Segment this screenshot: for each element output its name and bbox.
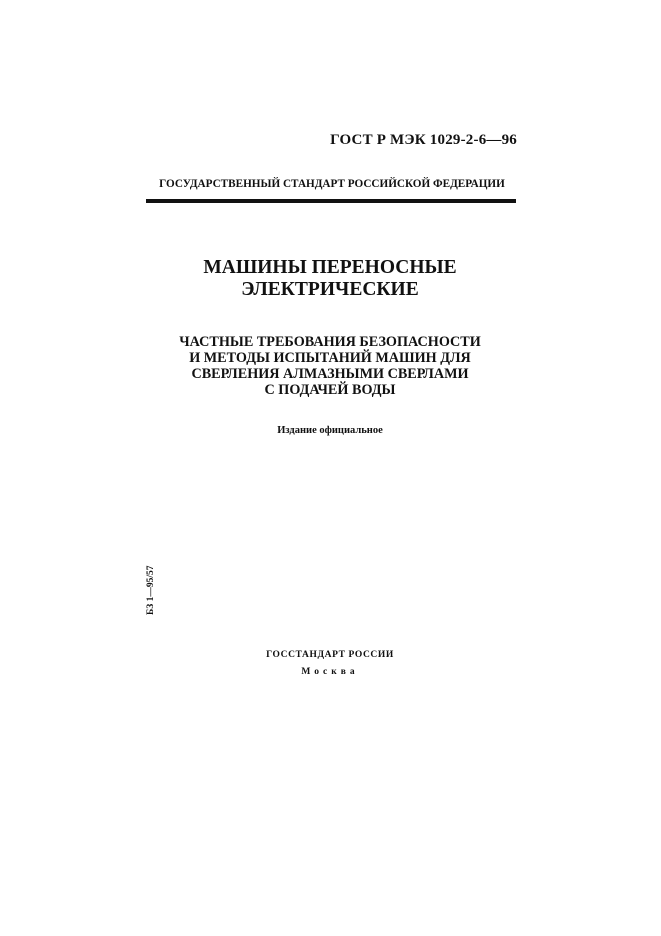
- sub-title-line: ЧАСТНЫЕ ТРЕБОВАНИЯ БЕЗОПАСНОСТИ: [179, 334, 481, 350]
- publisher: ГОССТАНДАРТ РОССИИ: [266, 650, 394, 660]
- sub-title-line: С ПОДАЧЕЙ ВОДЫ: [264, 382, 396, 398]
- side-registration-mark: БЗ 1—95/57: [146, 565, 156, 615]
- edition-note: Издание официальное: [277, 425, 383, 436]
- main-title-line: МАШИНЫ ПЕРЕНОСНЫЕ: [203, 257, 457, 278]
- sub-title: [120, 334, 540, 398]
- publication-city: Москва: [301, 667, 359, 677]
- sub-title-line: СВЕРЛЕНИЯ АЛМАЗНЫМИ СВЕРЛАМИ: [191, 366, 469, 382]
- sub-title-line: И МЕТОДЫ ИСПЫТАНИЙ МАШИН ДЛЯ: [189, 350, 471, 366]
- heading-divider: [146, 199, 516, 203]
- standard-code: ГОСТ Р МЭК 1029-2-6—96: [330, 132, 517, 148]
- standard-type-heading: ГОСУДАРСТВЕННЫЙ СТАНДАРТ РОССИЙСКОЙ ФЕДЕРАЦИИ: [159, 178, 505, 190]
- main-title: [120, 257, 540, 301]
- main-title-line: ЭЛЕКТРИЧЕСКИЕ: [241, 279, 419, 300]
